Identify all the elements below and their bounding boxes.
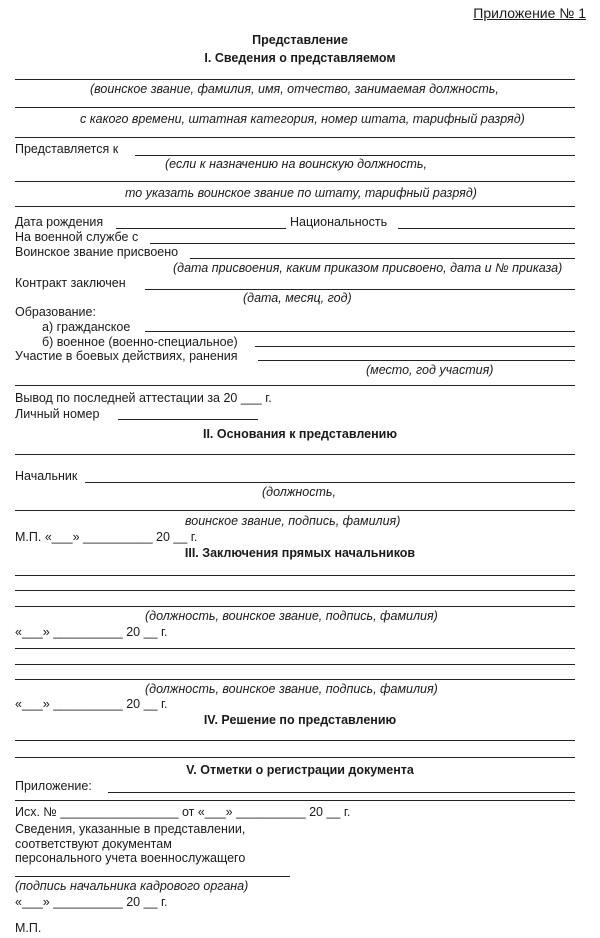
fill-line[interactable] [15,648,575,649]
represented-label: Представляется к [15,142,119,156]
fill-line[interactable] [15,664,575,665]
hint-rank-name: (воинское звание, фамилия, имя, отчество, занимаемая должность, [90,82,499,96]
fill-line[interactable] [15,740,575,741]
info-line-1: Сведения, указанные в представлении, [15,822,246,836]
fill-line[interactable] [15,757,575,758]
fill-line[interactable] [15,454,575,455]
nationality-label: Национальность [290,215,388,229]
nationality-field[interactable] [398,228,575,229]
hint-position: (должность, [262,485,336,499]
personal-number-label: Личный номер [15,407,100,421]
appendix-label: Приложение № 1 [473,5,586,21]
fill-line[interactable] [15,510,575,511]
hint-signature: воинское звание, подпись, фамилия) [185,514,401,528]
fill-line[interactable] [15,679,575,680]
hint-hr-signature: (подпись начальника кадрового органа) [15,879,249,893]
edu-military-label: б) военное (военно-специальное) [42,335,238,349]
rank-assigned-field[interactable] [190,258,575,259]
chief-label: Начальник [15,469,78,483]
combat-field[interactable] [258,360,575,361]
section-4-heading: IV. Решение по представлению [203,713,397,727]
section-3-heading: III. Заключения прямых начальников [184,546,416,560]
info-line-2: соответствуют документам [15,837,172,851]
fill-line[interactable] [15,181,575,182]
date-line-3: «___» __________ 20 __ г. [15,895,168,909]
fill-line[interactable] [15,79,575,80]
fill-line[interactable] [15,137,575,138]
represented-field[interactable] [135,155,575,156]
hint-order: (дата присвоения, каким приказом присвоено, дата и № приказа) [173,261,563,275]
birth-date-label: Дата рождения [15,215,104,229]
hint-position-signature-2: (должность, воинское звание, подпись, фамилия) [145,682,438,696]
stamp-label: М.П. [15,921,42,935]
service-field[interactable] [150,243,575,244]
contract-field[interactable] [145,289,575,290]
edu-civil-label: а) гражданское [42,320,131,334]
birth-date-field[interactable] [116,228,286,229]
hint-position-signature: (должность, воинское звание, подпись, фамилия) [145,609,438,623]
personal-number-field[interactable] [118,419,258,420]
fill-line[interactable] [15,606,575,607]
hint-staff: с какого времени, штатная категория, номер штата, тарифный разряд) [80,112,525,126]
rank-assigned-label: Воинское звание присвоено [15,245,179,259]
outgoing-number-line: Исх. № _________________ от «___» __________ 20 __ г. [15,805,351,819]
education-label: Образование: [15,305,96,319]
hint-place-year: (место, год участия) [366,363,494,377]
section-2-heading: II. Основания к представлению [202,427,398,441]
attachment-field[interactable] [108,792,575,793]
service-label: На военной службе с [15,230,139,244]
date-line-1: «___» __________ 20 __ г. [15,625,168,639]
fill-line[interactable] [15,206,575,207]
chief-field[interactable] [85,482,575,483]
hint-date: (дата, месяц, год) [243,291,352,305]
date-line-2: «___» __________ 20 __ г. [15,697,168,711]
fill-line[interactable] [15,385,575,386]
section-5-heading: V. Отметки о регистрации документа [186,763,414,777]
fill-line[interactable] [15,575,575,576]
hint-rank-staff: то указать воинское звание по штату, тарифный разряд) [125,186,477,200]
fill-line[interactable] [15,107,575,108]
attestation-label: Вывод по последней аттестации за 20 ___ г. [15,391,272,405]
hint-appointment: (если к назначению на воинскую должность, [165,157,427,171]
fill-line[interactable] [15,800,575,801]
document-title: Представление [252,33,348,47]
combat-label: Участие в боевых действиях, ранения [15,349,238,363]
stamp-date-line: М.П. «___» __________ 20 __ г. [15,530,198,544]
edu-military-field[interactable] [255,346,575,347]
info-line-3: персонального учета военнослужащего [15,851,246,865]
edu-civil-field[interactable] [145,331,575,332]
attachment-label: Приложение: [15,779,92,793]
fill-line[interactable] [15,590,575,591]
signature-field[interactable] [15,876,290,877]
section-1-heading: I. Сведения о представляемом [204,51,396,65]
contract-label: Контракт заключен [15,276,126,290]
